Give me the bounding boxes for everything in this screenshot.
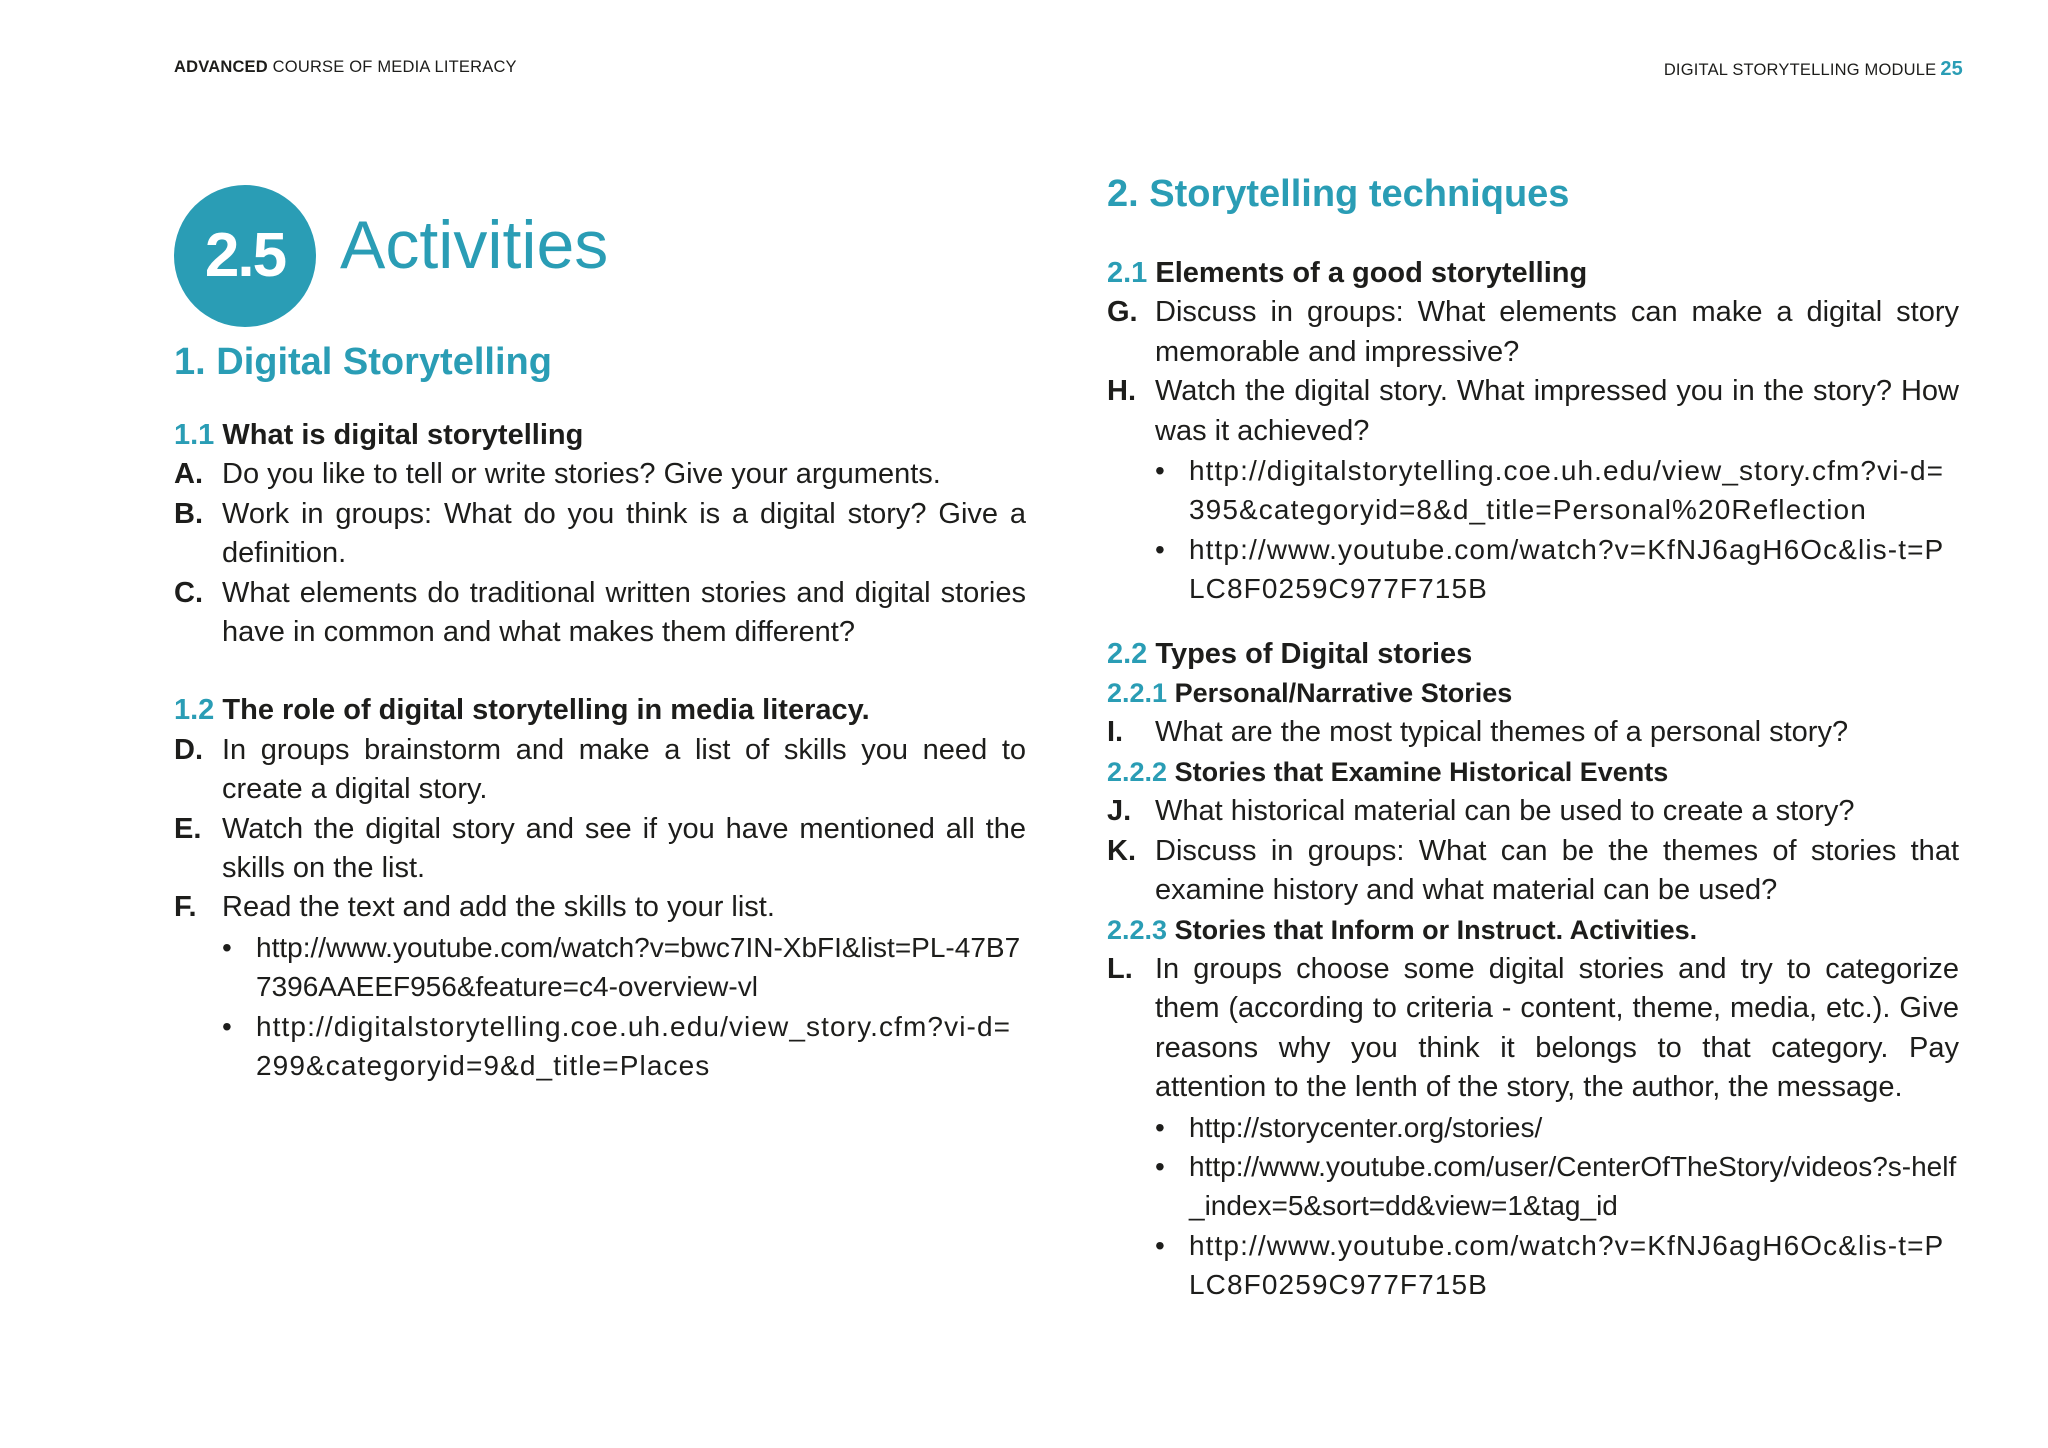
subsection-title: Stories that Inform or Instruct. Activities. — [1167, 914, 1698, 945]
subsection-1-1-heading — [174, 416, 1026, 455]
bullet-dot: • — [222, 1010, 232, 1042]
header-bold: ADVANCED — [174, 58, 268, 76]
chapter-number-badge: 2.5 — [174, 185, 316, 327]
activity-label: D. — [174, 733, 203, 766]
activity-l — [1107, 950, 1959, 1108]
subsection-title: What is digital storytelling — [214, 419, 584, 451]
subsection-title: The role of digital storytelling in media literacy. — [214, 694, 870, 727]
subsection-number: 2.2.3 — [1107, 914, 1168, 945]
header-course: COURSE OF MEDIA LITERACY — [267, 58, 517, 76]
section-1-heading: 1. Digital Storytelling — [174, 341, 552, 383]
activity-a — [174, 455, 1026, 494]
activity-label: C. — [174, 576, 203, 609]
link-bullet — [1155, 530, 1959, 609]
activity-i — [1107, 713, 1959, 752]
activity-c — [174, 574, 1026, 653]
link-url[interactable]: http://storycenter.org/stories/ — [1189, 1111, 1543, 1143]
activity-e — [174, 810, 1026, 889]
activity-k — [1107, 832, 1959, 911]
activity-h — [1107, 372, 1959, 451]
running-header-right — [1664, 58, 1963, 81]
subsection-number: 2.2.2 — [1107, 756, 1168, 787]
bullet-dot: • — [1155, 455, 1165, 487]
activity-text: In groups choose some digital stories and try to categorize them (according to criteria - content, theme, media, etc.). Give reasons why you think it belongs to that category. Pay attention to the lenth of the story, the author, the message. — [1155, 952, 1959, 1104]
activity-text: Watch the digital story and see if you have mentioned all the skills on the list. — [222, 812, 1026, 885]
activity-j — [1107, 792, 1959, 831]
link-bullet — [1155, 1108, 1959, 1147]
link-bullet — [1155, 451, 1959, 530]
link-bullet — [222, 1007, 1026, 1086]
subsection-2-2-heading — [1107, 635, 1959, 674]
subsection-2-2-1-heading — [1107, 674, 1959, 713]
header-module: DIGITAL STORYTELLING MODULE — [1663, 61, 1937, 79]
link-url[interactable]: http://www.youtube.com/watch?v=KfNJ6agH6Oc&lis-t=PLC8F0259C977F715B — [1189, 1229, 1945, 1301]
activity-label: H. — [1107, 375, 1136, 408]
chapter-title — [174, 185, 1026, 330]
activity-text: In groups brainstorm and make a list of skills you need to create a digital story. — [222, 733, 1026, 806]
activity-label: L. — [1107, 952, 1133, 985]
subsection-title: Personal/Narrative Stories — [1167, 678, 1513, 709]
bullet-dot: • — [222, 931, 232, 963]
activity-text: What historical material can be used to create a story? — [1155, 795, 1855, 828]
activity-label: G. — [1107, 296, 1138, 329]
activity-text: Read the text and add the skills to your list. — [222, 891, 775, 924]
activity-text: Discuss in groups: What elements can make a digital story memorable and impressive? — [1155, 296, 1959, 368]
bullet-dot: • — [1155, 1150, 1165, 1182]
subsection-number: 2.2 — [1107, 637, 1148, 670]
subsection-title: Types of Digital stories — [1147, 637, 1473, 670]
activity-text: What are the most typical themes of a personal story? — [1155, 716, 1849, 749]
subsection-title: Elements of a good storytelling — [1147, 257, 1588, 289]
activity-label: E. — [174, 812, 202, 845]
right-column — [1107, 172, 1959, 1305]
bullet-dot: • — [1155, 1229, 1165, 1261]
link-bullet — [1155, 1147, 1959, 1226]
activity-text: Work in groups: What do you think is a digital story? Give a definition. — [222, 497, 1026, 570]
activity-text: What elements do traditional written stories and digital stories have in common and what makes them different? — [222, 576, 1026, 649]
link-bullet — [1155, 1226, 1959, 1305]
activity-label: B. — [174, 497, 203, 530]
subsection-number: 1.1 — [174, 419, 215, 451]
section-2-heading: 2. Storytelling techniques — [1107, 173, 1570, 215]
activity-g — [1107, 293, 1959, 372]
bullet-dot: • — [1155, 1111, 1165, 1143]
subsection-number: 2.2.1 — [1107, 678, 1168, 709]
left-column — [174, 185, 1026, 1086]
activity-text: Discuss in groups: What can be the themes of stories that examine history and what material can be used? — [1155, 834, 1959, 907]
running-header-left — [174, 58, 517, 77]
subsection-number: 2.1 — [1107, 257, 1148, 289]
subsection-2-2-3-heading — [1107, 911, 1959, 950]
activity-d — [174, 731, 1026, 810]
subsection-number: 1.2 — [174, 694, 215, 727]
chapter-title-text: Activities — [340, 207, 609, 283]
link-url[interactable]: http://digitalstorytelling.coe.uh.edu/view_story.cfm?vi-d=299&categoryid=9&d_title=Places — [256, 1010, 1012, 1082]
activity-label: J. — [1107, 795, 1132, 828]
activity-f — [174, 888, 1026, 927]
subsection-1-2-heading — [174, 691, 1026, 730]
activity-text: Do you like to tell or write stories? Give your arguments. — [222, 458, 941, 491]
activity-text: Watch the digital story. What impressed you in the story? How was it achieved? — [1155, 375, 1959, 447]
activity-label: A. — [174, 458, 203, 491]
link-bullet — [222, 928, 1026, 1007]
link-url[interactable]: http://digitalstorytelling.coe.uh.edu/view_story.cfm?vi-d=395&categoryid=8&d_title=Personal%20Reflection — [1189, 455, 1945, 526]
link-url[interactable]: http://www.youtube.com/user/CenterOfTheStory/videos?s-helf_index=5&sort=dd&view=1&tag_id — [1189, 1150, 1957, 1222]
subsection-2-2-2-heading — [1107, 753, 1959, 792]
page-number: 25 — [1940, 58, 1963, 80]
subsection-title: Stories that Examine Historical Events — [1167, 756, 1669, 787]
activity-label: F. — [174, 891, 197, 924]
activity-label: I. — [1107, 716, 1124, 749]
link-url[interactable]: http://www.youtube.com/watch?v=bwc7IN-XbFI&list=PL-47B77396AAEEF956&feature=c4-overview-vl — [256, 931, 1021, 1003]
activity-label: K. — [1107, 834, 1136, 867]
subsection-2-1-heading — [1107, 254, 1959, 293]
activity-b — [174, 495, 1026, 574]
bullet-dot: • — [1155, 533, 1165, 565]
link-url[interactable]: http://www.youtube.com/watch?v=KfNJ6agH6Oc&lis-t=PLC8F0259C977F715B — [1189, 533, 1945, 605]
